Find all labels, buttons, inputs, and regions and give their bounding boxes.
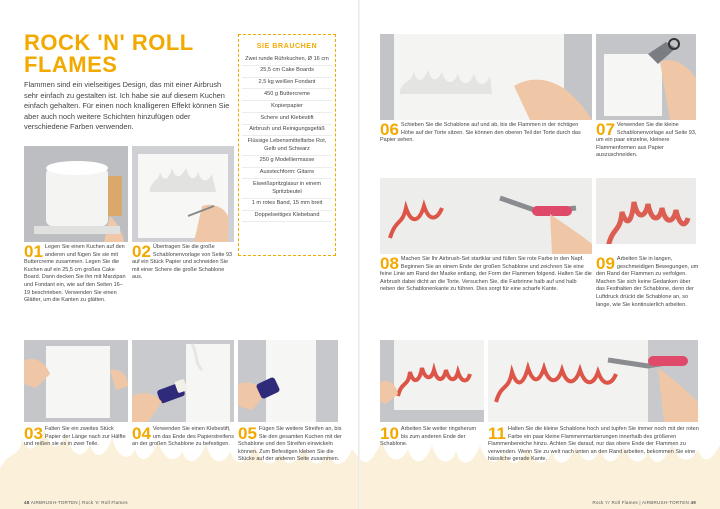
right-footer: Rock 'n' Roll Flames | AIRBRUSH-TORTEN 49: [592, 500, 696, 505]
step-06-caption: 06 Schieben Sie die Schablone auf und ab, bis die Flammen in der richtigen Höhe auf der Torte sitzen. Sie können den oberen Teil der Torte durch das Papier sehen.: [380, 120, 581, 144]
ingredient-item: 2,5 kg weißen Fondant: [242, 78, 332, 90]
step-08-photo: [380, 178, 592, 254]
step-07-photo: [596, 34, 696, 120]
step-03-number: 03: [24, 424, 43, 443]
ingredient-item: Eiweißspritzglasur in einem Spritzbeutel: [242, 179, 332, 198]
right-page: [360, 0, 720, 509]
step-02-photo: [132, 146, 234, 242]
step-06-photo: [380, 34, 592, 120]
step-04-caption: 04 Verwenden Sie einen Klebestift, um das Ende des Papierstreifens an der großen Schablone zu befestigen.: [132, 424, 234, 448]
ingredients-box: [238, 34, 336, 256]
ingredient-item: Kopierpapier: [242, 101, 332, 113]
ingredient-item: Airbrush und Reinigungsgefäß: [242, 125, 332, 137]
step-07-number: 07: [596, 120, 615, 139]
step-11-caption: 11 Halten Sie die kleine Schablone hoch und tupfen Sie immer noch mit der roten Farbe ein paar kleine Flammenmarkierungen innerhalb des größeren Flammenbereiche hinzu. Achten Sie darauf, nur das obere Ende der Flammen zu verwenden. Wenn Sie zu weit nach unten an den Rand arbeiten, bekommen Sie eine hässliche gerade Kante.: [488, 424, 699, 463]
step-10-photo: [380, 340, 484, 422]
page-title: ROCK 'N' ROLL FLAMES: [24, 30, 194, 77]
step-05-photo: [238, 340, 338, 422]
ingredient-item: Flüssige Lebensmittelfarbe Rot, Gelb und Schwarz: [242, 136, 332, 155]
ingredient-item: Zwei runde Rührkuchen, Ø 16 cm: [242, 54, 332, 66]
step-08-caption: 08 Machen Sie Ihr Airbrush-Set startklar und füllen Sie rote Farbe in den Napf. Beginnen Sie an einem Ende der großen Schablone und zeichnen Sie eine feine Linie am Rand der Maske entlang, der Form der Flammen folgend. Halten Sie die Airbrush dabei dicht an die Torte. Versuchen Sie, die Farbrinne halb auf und halb neben der Schablonenkante zu führen. Dies sorgt für eine scharfe Kante.: [380, 254, 592, 293]
step-01-number: 01: [24, 242, 43, 261]
ingredients-heading: SIE BRAUCHEN: [256, 43, 318, 50]
ingredient-item: 250 g Modelliermasse: [242, 156, 332, 168]
step-11-number: 11: [488, 424, 506, 443]
step-09-caption: 09 Arbeiten Sie in langen, geschmeidigen Bewegungen, um den Rand der Flammen zu verfolgen. Machen Sie sich keine Gedanken über das Festhalten der Schablone, denn der Luftdruck drückt die Schablone an, so lange, wie Sie kontinuierlich arbeiten.: [596, 254, 699, 308]
step-09-number: 09: [596, 254, 615, 273]
step-06-number: 06: [380, 120, 399, 139]
step-08-number: 08: [380, 254, 399, 273]
step-01-photo: [24, 146, 128, 242]
step-09-photo: [596, 178, 696, 254]
step-11-photo: [488, 340, 698, 422]
ingredient-item: Ausstechform: Gitarre: [242, 168, 332, 180]
step-01-caption: 01 Legen Sie einen Kuchen auf den anderen und fügen Sie sie mit Buttercreme zusammen. Legen Sie die Kuchen auf ein 25,5 cm großes Cake Board. Dann decken Sie ihn mit Marzipan und Fondant ein, wie auf den Seiten 16–19 beschrieben. Verwenden Sie einen Glätter, um die Kanten zu glätten.: [24, 242, 126, 304]
step-04-number: 04: [132, 424, 151, 443]
step-05-caption: 05 Fügen Sie weitere Streifen an, bis Sie den gesamten Kuchen mit der Schablone und den Streifen einwickeln können. Zum Befestigen kleben Sie die Stücke auf der anderen Seite zusammen.: [238, 424, 342, 463]
ingredient-item: 1 m rotes Band, 15 mm breit: [242, 199, 332, 211]
step-02-number: 02: [132, 242, 151, 261]
step-03-caption: 03 Falten Sie ein zweites Stück Papier der Länge nach zur Hälfte und reißen sie es in zwei Teile.: [24, 424, 126, 448]
ingredient-item: Doppelseitiges Klebeband: [242, 211, 332, 223]
ingredient-item: Schere und Klebestift: [242, 113, 332, 125]
intro-text: Flammen sind ein vielseitiges Design, das mit einer Airbrush sehr einfach zu gestalten ist. Ich habe sie auf diesem Kuchen einfach gehalten. Für einen noch knalligeren Effekt können Sie aber auch noch weitere Schichten hinzufügen oder verschiedene Farben verwenden.: [24, 80, 230, 132]
step-07-caption: 07 Verwenden Sie die kleine Schablonenvorlage auf Seite 93, um ein paar einzelne, kleinere Flammenformen aus Papier auszuschneiden.: [596, 120, 697, 159]
step-02-caption: 02 Übertragen Sie die große Schablonenvorlage von Seite 93 auf ein Stück Papier und schneiden Sie mit einer Schere die große Schablone aus.: [132, 242, 233, 281]
step-10-number: 10: [380, 424, 399, 443]
ingredient-item: 450 g Buttercreme: [242, 89, 332, 101]
step-03-photo: [24, 340, 128, 422]
step-04-photo: [132, 340, 234, 422]
step-10-caption: 10 Arbeiten Sie weiter ringsherum bis zum anderen Ende der Schablone.: [380, 424, 477, 448]
ingredient-item: 25,5 cm Cake Boards: [242, 66, 332, 78]
left-footer: 48 AIRBRUSH-TORTEN | Rock 'n' Roll Flames: [24, 500, 128, 505]
step-05-number: 05: [238, 424, 257, 443]
